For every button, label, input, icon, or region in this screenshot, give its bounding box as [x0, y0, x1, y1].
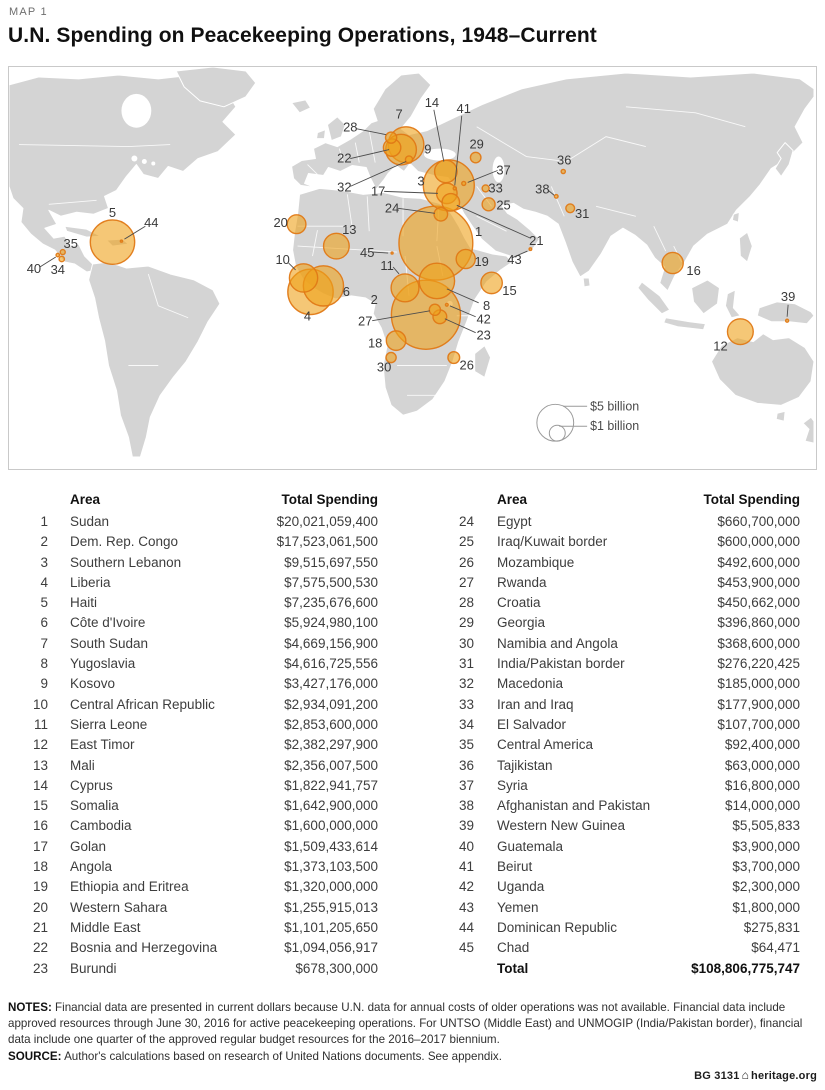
table-row: [430, 900, 800, 920]
map-number-label: 32: [337, 179, 352, 195]
table-row: [8, 940, 378, 960]
table-row: [8, 961, 378, 981]
row-area: Yugoslavia: [70, 656, 136, 672]
table-row: [8, 737, 378, 757]
map-number-label: 20: [273, 215, 288, 231]
table-row: [430, 717, 800, 737]
row-area: South Sudan: [70, 635, 149, 651]
map-number-label: 25: [496, 197, 511, 213]
row-rank: 22: [32, 940, 48, 956]
map-number-label: 15: [502, 282, 517, 298]
row-area: Namibia and Angola: [497, 635, 618, 651]
map-number-label: 44: [144, 215, 159, 231]
table-row: [8, 615, 378, 635]
map-number-label: 7: [395, 106, 403, 122]
row-area: Egypt: [497, 514, 532, 529]
row-rank: 5: [40, 595, 48, 611]
table-row: [8, 859, 378, 879]
row-rank: 44: [458, 919, 474, 935]
table-row: [8, 636, 378, 656]
table-row: [430, 758, 800, 778]
spending-bubble: [456, 249, 475, 268]
table-row: [430, 859, 800, 879]
row-rank: 41: [458, 859, 474, 875]
table-row: [430, 839, 800, 859]
map-number-label: 36: [557, 152, 572, 168]
table-row: [8, 697, 378, 717]
row-area: Uganda: [497, 879, 545, 895]
total-label: Total: [497, 960, 529, 976]
row-spending: $14,000,000: [725, 798, 801, 814]
table-row: [8, 758, 378, 778]
source-label: SOURCE:: [8, 1049, 62, 1063]
row-spending: $678,300,000: [295, 960, 378, 976]
map-number-label: 10: [275, 252, 290, 268]
row-spending: $16,800,000: [724, 777, 800, 793]
table-row: [8, 595, 378, 615]
row-rank: 15: [32, 798, 48, 814]
spending-bubble: [786, 319, 789, 322]
table-row: [8, 656, 378, 676]
map-number-label: 21: [529, 233, 544, 249]
row-area: Chad: [497, 940, 530, 956]
map-number-label: 42: [476, 311, 491, 327]
row-area: Southern Lebanon: [70, 554, 182, 570]
row-spending: $107,700,000: [717, 716, 800, 732]
row-rank: 31: [458, 656, 474, 672]
table-row: [8, 555, 378, 575]
row-area: India/Pakistan border: [497, 656, 625, 672]
spending-bubble: [287, 215, 306, 234]
spending-bubble: [561, 169, 565, 173]
spending-bubble: [386, 331, 406, 351]
column-header-area: Area: [497, 492, 528, 507]
row-area: Iraq/Kuwait border: [497, 534, 608, 550]
row-area: Rwanda: [497, 574, 547, 590]
row-rank: 2: [40, 534, 48, 550]
map-number-label: 19: [474, 254, 489, 270]
row-area: Tajikistan: [497, 757, 553, 773]
row-rank: 21: [32, 919, 48, 935]
row-spending: $7,575,500,530: [284, 574, 378, 590]
notes-label: NOTES:: [8, 1001, 52, 1014]
row-spending: $368,600,000: [717, 635, 800, 651]
spending-bubble: [391, 252, 393, 254]
row-rank: 29: [458, 615, 474, 631]
row-rank: 8: [40, 656, 48, 672]
spending-bubble: [419, 263, 454, 298]
row-area: Mali: [70, 757, 95, 773]
table-header-row: [430, 492, 800, 514]
row-spending: $1,255,915,013: [284, 899, 378, 915]
legend-circle: [549, 425, 565, 441]
spending-bubble: [391, 274, 419, 302]
map-number-label: 45: [360, 245, 375, 261]
row-area: Angola: [70, 859, 113, 875]
row-spending: $3,700,000: [732, 859, 800, 875]
map-number-label: 38: [535, 181, 550, 197]
row-spending: $3,427,176,000: [284, 676, 378, 692]
spending-bubble: [429, 304, 440, 315]
spending-bubble: [481, 272, 502, 293]
spending-bubble: [727, 319, 753, 345]
home-icon: ⌂: [741, 1068, 750, 1082]
row-rank: 14: [32, 777, 48, 793]
spending-bubble: [662, 252, 683, 273]
row-spending: $1,600,000,000: [284, 818, 378, 834]
row-spending: $1,094,056,917: [284, 940, 378, 956]
spending-bubble: [566, 204, 575, 213]
row-spending: $63,000,000: [724, 757, 800, 773]
world-map: [8, 66, 817, 470]
page-footer: [694, 1068, 817, 1082]
table-row: [430, 595, 800, 615]
table-row: [8, 839, 378, 859]
spending-table-right: [430, 492, 800, 981]
row-spending: $4,669,156,900: [284, 635, 378, 651]
row-area: Afghanistan and Pakistan: [497, 798, 651, 814]
row-rank: 34: [458, 716, 474, 732]
row-rank: 18: [32, 859, 48, 875]
table-row: [430, 798, 800, 818]
row-rank: 40: [458, 838, 474, 854]
notes-paragraph: [8, 1000, 818, 1048]
row-rank: 10: [32, 696, 48, 712]
site-link[interactable]: heritage.org: [751, 1070, 817, 1082]
table-body-left: [8, 514, 378, 981]
row-rank: 12: [32, 737, 48, 753]
row-rank: 9: [40, 676, 48, 692]
row-area: Bosnia and Herzegovina: [70, 940, 218, 956]
row-area: Golan: [70, 838, 107, 854]
map-number-label: 26: [459, 357, 474, 373]
notes-block: [8, 1000, 818, 1065]
map-number-label: 31: [574, 206, 590, 222]
spending-bubble: [462, 181, 466, 185]
map-number-label: 17: [370, 183, 386, 199]
row-area: Somalia: [70, 798, 119, 814]
map-number-label: 41: [456, 100, 471, 116]
spending-bubble: [90, 220, 134, 264]
table-row: [8, 534, 378, 554]
map-number-label: 39: [780, 288, 796, 304]
row-spending: $1,373,103,500: [284, 859, 378, 875]
spending-bubble: [405, 156, 412, 163]
map-number-label: 12: [713, 338, 728, 354]
row-area: Dem. Rep. Congo: [70, 534, 179, 550]
spending-bubble: [448, 352, 460, 364]
row-area: Dominican Republic: [497, 919, 618, 935]
table-row: [430, 818, 800, 838]
row-rank: 27: [458, 574, 474, 590]
table-row: [430, 940, 800, 960]
map-number-label: 4: [303, 308, 312, 324]
row-rank: 42: [458, 879, 474, 895]
map-number-label: 27: [358, 313, 373, 329]
row-spending: $9,515,697,550: [284, 554, 378, 570]
row-area: Sudan: [70, 514, 110, 529]
row-rank: 28: [458, 595, 474, 611]
row-area: Burundi: [70, 960, 117, 976]
row-spending: $2,300,000: [732, 879, 800, 895]
row-rank: 35: [458, 737, 474, 753]
spending-bubble: [445, 303, 448, 306]
map-number-label: 9: [424, 141, 432, 157]
row-rank: 13: [32, 757, 48, 773]
row-rank: 11: [33, 716, 48, 732]
row-spending: $2,853,600,000: [284, 716, 378, 732]
column-header-spending: Total Spending: [281, 492, 378, 507]
row-area: Iran and Iraq: [497, 696, 574, 712]
row-spending: $453,900,000: [717, 574, 800, 590]
spending-bubble: [482, 198, 495, 211]
table-row: [8, 900, 378, 920]
map-number-label: 35: [63, 236, 78, 252]
row-spending: $4,616,725,556: [284, 656, 378, 672]
map-kicker: MAP 1: [9, 6, 48, 18]
row-area: Beirut: [497, 859, 533, 875]
map-number-label: 23: [476, 327, 491, 343]
row-spending: $396,860,000: [717, 615, 800, 631]
row-area: Macedonia: [497, 676, 564, 692]
legend-circle: [537, 404, 574, 441]
map-number-label: 16: [686, 262, 701, 278]
row-rank: 37: [458, 777, 474, 793]
row-spending: $1,320,000,000: [284, 879, 378, 895]
row-spending: $275,831: [743, 919, 800, 935]
row-area: Yemen: [497, 899, 539, 915]
table-row: [8, 717, 378, 737]
map-number-label: 2: [370, 291, 378, 307]
row-area: Sierra Leone: [70, 716, 148, 732]
map-number-label: 28: [343, 119, 358, 135]
row-rank: 23: [32, 960, 48, 976]
row-area: Western Sahara: [70, 899, 168, 915]
row-spending: $185,000,000: [717, 676, 800, 692]
row-rank: 33: [458, 696, 474, 712]
row-area: Guatemala: [497, 838, 564, 854]
table-row: [430, 920, 800, 940]
row-rank: 30: [458, 635, 474, 651]
row-spending: $20,021,059,400: [276, 514, 378, 529]
row-area: Middle East: [70, 919, 141, 935]
spending-bubble: [554, 195, 558, 199]
table-row: [430, 676, 800, 696]
row-area: Croatia: [497, 595, 541, 611]
row-spending: $1,101,205,650: [284, 919, 378, 935]
table-row: [430, 534, 800, 554]
row-spending: $2,382,297,900: [284, 737, 378, 753]
table-row: [430, 778, 800, 798]
row-spending: $660,700,000: [717, 514, 800, 529]
column-header-area: Area: [70, 492, 101, 507]
row-spending: $5,505,833: [732, 818, 800, 834]
spending-bubble: [56, 253, 59, 256]
spending-bubble: [529, 248, 532, 251]
row-rank: 43: [458, 899, 474, 915]
row-spending: $64,471: [751, 940, 800, 956]
row-area: Cyprus: [70, 777, 113, 793]
source-text: Author's calculations based on research of United Nations documents. See appendix.: [64, 1049, 502, 1063]
map-number-label: 18: [367, 335, 383, 351]
row-area: Western New Guinea: [497, 818, 626, 834]
table-row: [8, 575, 378, 595]
spending-bubble: [386, 132, 397, 143]
map-number-label: 3: [417, 173, 425, 189]
table-row: [430, 615, 800, 635]
row-spending: $492,600,000: [717, 554, 800, 570]
row-rank: 38: [458, 798, 474, 814]
map-number-label: 6: [342, 283, 350, 299]
row-spending: $7,235,676,600: [284, 595, 378, 611]
row-rank: 1: [40, 514, 48, 529]
map-number-label: 8: [483, 297, 491, 313]
row-spending: $177,900,000: [717, 696, 800, 712]
map-number-label: 37: [496, 162, 511, 178]
row-spending: $1,822,941,757: [284, 777, 378, 793]
row-spending: $92,400,000: [724, 737, 800, 753]
spending-bubble: [59, 256, 64, 261]
row-rank: 39: [458, 818, 474, 834]
row-area: Syria: [497, 777, 528, 793]
world-map-svg: [9, 67, 814, 467]
document-id: BG 3131: [694, 1070, 740, 1082]
row-rank: 26: [458, 554, 474, 570]
table-row: [8, 514, 378, 534]
table-row: [8, 920, 378, 940]
row-rank: 16: [32, 818, 48, 834]
table-row: [8, 676, 378, 696]
table-row: [430, 656, 800, 676]
row-rank: 36: [458, 757, 474, 773]
row-spending: $1,642,900,000: [284, 798, 378, 814]
table-row: [430, 575, 800, 595]
row-area: Haiti: [70, 595, 98, 611]
spending-bubble: [435, 160, 457, 182]
row-area: East Timor: [70, 737, 135, 753]
row-rank: 17: [32, 838, 48, 854]
row-area: Cambodia: [70, 818, 132, 834]
row-rank: 32: [458, 676, 474, 692]
row-area: Central African Republic: [70, 696, 215, 712]
table-row: [430, 879, 800, 899]
row-spending: $1,509,433,614: [284, 838, 378, 854]
row-rank: 45: [458, 940, 474, 956]
notes-text: Financial data are presented in current dollars because U.N. data for annual costs of older operations was not available. Financial data include approved resources through June 30, 2016 for active peacekeeping operations. For UNTSO (Middle East) and UNMOGIP (India/Pakistan border), financial data include one quarter of the approved regular budget resources for the 2016–2017 biennium.: [8, 1001, 803, 1046]
row-spending: $600,000,000: [717, 534, 800, 550]
map-number-label: 33: [488, 180, 503, 196]
table-row: [430, 697, 800, 717]
row-area: Georgia: [497, 615, 546, 631]
row-rank: 4: [40, 574, 48, 590]
map-number-label: 43: [507, 252, 522, 268]
row-rank: 19: [32, 879, 48, 895]
map-number-label: 14: [424, 94, 440, 110]
spending-bubble: [453, 187, 456, 190]
row-area: Ethiopia and Eritrea: [70, 879, 189, 895]
row-rank: 25: [458, 534, 474, 550]
row-rank: 20: [32, 899, 48, 915]
row-spending: $276,220,425: [717, 656, 800, 672]
source-paragraph: [8, 1049, 818, 1065]
map-number-label: 30: [376, 359, 392, 375]
table-row: [8, 879, 378, 899]
table-row: [8, 818, 378, 838]
row-rank: 7: [40, 635, 48, 651]
row-rank: 3: [40, 554, 48, 570]
row-area: El Salvador: [497, 716, 567, 732]
map-number-label: 22: [337, 150, 352, 166]
map-number-label: 34: [50, 261, 65, 277]
row-spending: $3,900,000: [732, 838, 800, 854]
table-row: [8, 778, 378, 798]
table-total-row: [430, 961, 800, 981]
total-value: $108,806,775,747: [691, 960, 800, 976]
table-header-row: [8, 492, 378, 514]
row-area: Kosovo: [70, 676, 116, 692]
column-header-spending: Total Spending: [703, 492, 800, 507]
map-number-label: 11: [380, 257, 394, 273]
map-number-label: 24: [384, 200, 400, 216]
row-spending: $2,934,091,200: [284, 696, 378, 712]
row-area: Liberia: [70, 574, 111, 590]
map-legend: [537, 399, 639, 441]
spending-bubble: [434, 207, 448, 221]
table-row: [8, 798, 378, 818]
row-spending: $450,662,000: [717, 595, 800, 611]
table-row: [430, 555, 800, 575]
row-spending: $1,800,000: [732, 899, 800, 915]
spending-table-left: [8, 492, 378, 981]
row-spending: $5,924,980,100: [284, 615, 378, 631]
map-number-label: 13: [342, 222, 357, 238]
table-row: [430, 514, 800, 534]
map-number-label: 40: [26, 260, 42, 276]
row-area: Central America: [497, 737, 594, 753]
row-rank: 24: [458, 514, 474, 529]
row-rank: 6: [40, 615, 48, 631]
spending-bubble: [470, 152, 481, 163]
legend-label: $5 billion: [590, 399, 640, 414]
table-row: [430, 636, 800, 656]
legend-label: $1 billion: [590, 419, 640, 434]
table-body-right: [430, 514, 800, 961]
map-number-label: 29: [469, 136, 484, 152]
table-row: [430, 737, 800, 757]
map-number-label: 1: [475, 224, 483, 240]
map-number-label: 5: [108, 205, 117, 221]
row-area: Mozambique: [497, 554, 575, 570]
page-title: U.N. Spending on Peacekeeping Operations, 1948–Current: [8, 24, 597, 47]
spending-bubble: [120, 240, 122, 242]
row-area: Côte d'Ivoire: [70, 615, 146, 631]
row-spending: $2,356,007,500: [284, 757, 378, 773]
row-spending: $17,523,061,500: [276, 534, 378, 550]
